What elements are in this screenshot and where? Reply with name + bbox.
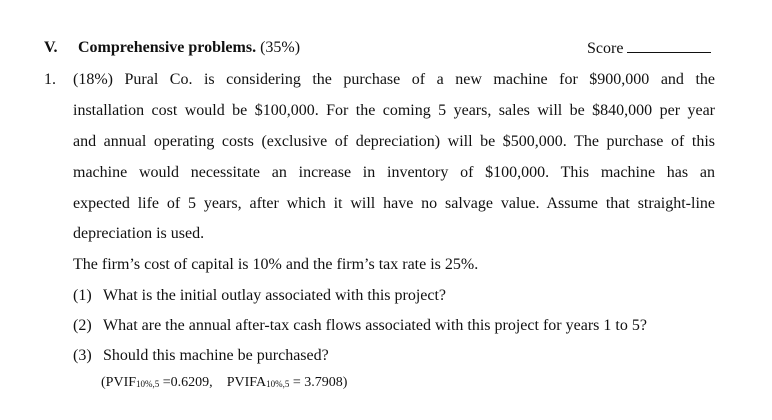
question-line-2: installation cost would be $100,000. For the coming 5 years, sales will be $840,000 per year: [73, 102, 715, 119]
question-number: 1.: [44, 71, 56, 88]
score-label: Score: [587, 40, 624, 57]
pvif-subscript: 10%,5: [136, 379, 160, 389]
section-title: Comprehensive problems.: [78, 39, 257, 56]
subquestion-1: [73, 286, 446, 306]
pvifa-value: = 3.7908): [289, 375, 348, 390]
pvif-value: =0.6209,: [159, 375, 213, 390]
score-field: [587, 38, 711, 59]
pvif-label: PVIF: [105, 375, 137, 390]
subquestion-label: (1): [73, 287, 92, 304]
subquestion-text: Should this machine be purchased?: [103, 347, 329, 364]
question-line-3: and annual operating costs (exclusive of depreciation) will be $500,000. The purchase of this: [73, 133, 715, 150]
pv-open-paren: (: [101, 375, 106, 390]
subquestion-text: What is the initial outlay associated with this project?: [103, 287, 447, 304]
subquestion-3: [73, 346, 329, 366]
pvifa-label: PVIFA: [226, 375, 267, 390]
question-line-1: (18%) Pural Co. is considering the purchase of a new machine for $900,000 and the: [73, 71, 715, 88]
pvifa-subscript: 10%,5: [266, 379, 290, 389]
section-number: V.: [44, 39, 58, 56]
score-blank-line: [627, 38, 711, 53]
cost-of-capital-line: The firm’s cost of capital is 10% and the firm’s tax rate is 25%.: [73, 256, 479, 273]
pv-factors: [101, 374, 347, 393]
subquestion-2: [73, 316, 647, 336]
subquestion-label: (3): [73, 347, 92, 364]
question-line-5: expected life of 5 years, after which it will have no salvage value. Assume that straight-line: [73, 195, 715, 212]
question-line-6: depreciation is used.: [73, 225, 205, 242]
subquestion-text: What are the annual after-tax cash flows associated with this project for years 1 to 5?: [103, 317, 647, 334]
subquestion-label: (2): [73, 317, 92, 334]
section-weight: (35%): [260, 39, 301, 56]
question-line-4: machine would necessitate an increase in inventory of $100,000. This machine has an: [73, 164, 715, 181]
